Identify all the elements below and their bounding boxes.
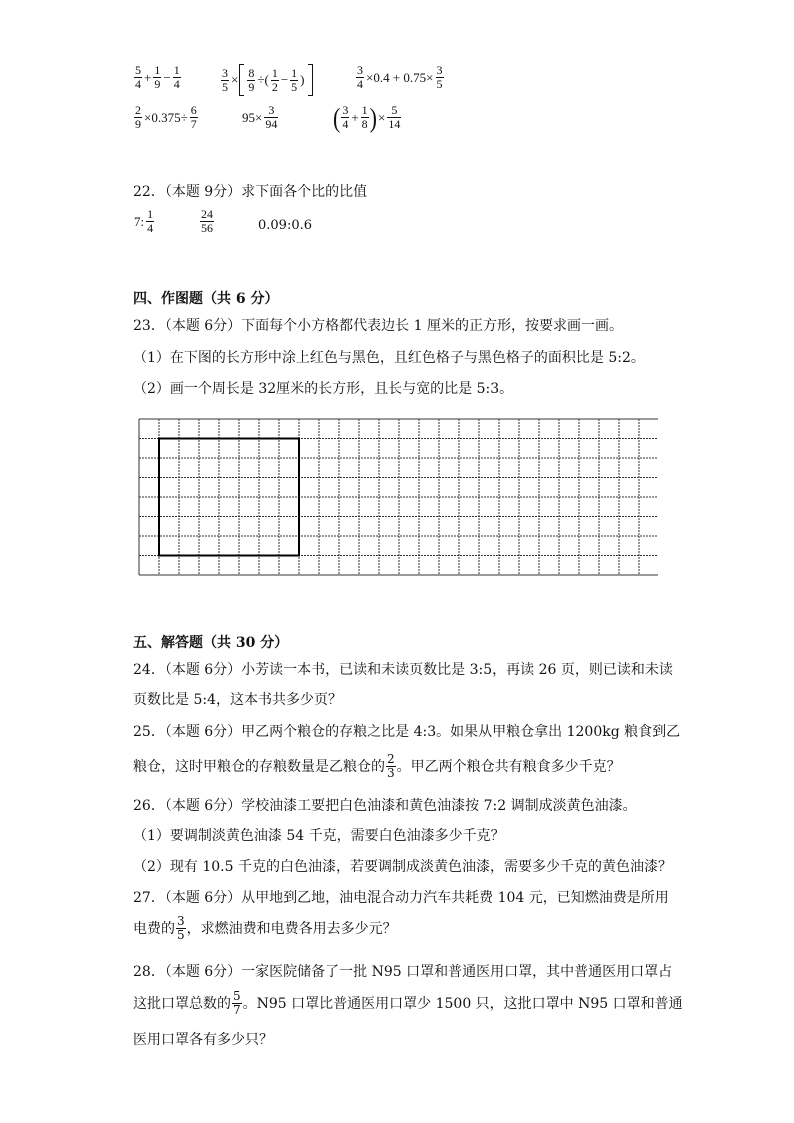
q22-ratio-2 [199,208,215,235]
q23-part-1: （1）在下图的长方形中涂上红色与黑色，且红色格子与黑色格子的面积比是 5:2。 [133,350,645,366]
q25-line-2: 粮仓，这时甲粮仓的存粮数量是乙粮仓的 $\frac{2}{3}$ 。甲乙两个粮仓共有粮食多少千克？ [133,752,621,780]
q22-title: 22．（本题 9分）求下面各个比的比值 [133,184,368,200]
calc-expression-2: $\frac{3}{5}$ × $\frac{8}{9}$ ÷( $\frac{1}{2}$ − $\frac{1}{5}$ ) [220,64,313,96]
fraction: $\frac{1}{4}$ [147,207,154,235]
q22-ratio-3: 0.09:0.6 [258,218,312,233]
q28-line-3: 医用口罩各有多少只？ [133,1032,273,1048]
fraction: $\frac{3}{94}$ [265,103,278,131]
left-paren: ( [333,101,341,133]
q23-title: 23．（本题 6分）下面每个小方格都代表边长 1 厘米的正方形，按要求画一画。 [133,318,623,334]
fraction: $\frac{1}{9}$ [154,63,161,91]
fraction: $\frac{3}{4}$ [357,63,363,91]
section-5-heading: 五、解答题（共 30 分） [133,635,289,651]
right-paren: ) [369,101,377,133]
q26-part-2: （2）现有 10.5 千克的白色油漆，若要调制成淡黄色油漆，需要多少千克的黄色油漆？ [133,859,672,875]
fraction: $\frac{3}{5}$ [222,65,228,94]
fraction: $\frac{1}{5}$ [291,65,298,94]
q23-part-2: （2）画一个周长是 32厘米的长方形，且长与宽的比是 5:3。 [133,381,514,397]
left-bracket [239,64,244,96]
calc-expression-3: $\frac{3}{4}$ ×0.4 + 0.75× $\frac{3}{5}$ [357,63,443,91]
q22-ratio-1: 7: $\frac{1}{4}$ [134,207,154,235]
fraction: $\frac{1}{4}$ [173,63,180,91]
calc-expression-1: $\frac{5}{4}$ + $\frac{1}{9}$ − $\frac{1}{4}$ [135,63,180,91]
fraction: $\frac{5}{14}$ [388,103,401,131]
q24-line-2: 页数比是 5:4，这本书共多少页？ [133,692,342,708]
q28-line-2: 这批口罩总数的 $\frac{5}{7}$ 。N95 口罩比普通医用口罩少 1500 只，这批口罩中 N95 口罩和普通 [133,989,683,1017]
fraction: $\frac{2}{9}$ [135,103,141,131]
q26-line-1: 26．（本题 6分）学校油漆工要把白色油漆和黄色油漆按 7:2 调制成淡黄色油漆。 [133,798,637,814]
fraction: $\frac{3}{5}$ [436,63,443,91]
fraction: $\frac{5}{4}$ [135,63,141,91]
section-4-heading: 四、作图题（共 6 分） [133,291,279,307]
fraction: $\frac{6}{7}$ [190,103,197,131]
q24-line-1: 24．（本题 6分）小芳读一本书，已读和未读页数比是 3:5，再读 26 页，则已读和未读 [133,662,673,678]
calc-expression-5: 95× $\frac{3}{94}$ [242,103,278,131]
q27-line-1: 27．（本题 6分）从甲地到乙地，油电混合动力汽车共耗费 104 元，已知燃油费是所用 [133,890,669,906]
calc-expression-4: $\frac{2}{9}$ ×0.375÷ $\frac{6}{7}$ [135,103,197,131]
calc-expression-6: ( $\frac{3}{4}$ + $\frac{1}{8}$ ) × $\frac{5}{14}$ [333,101,401,133]
square-grid [138,418,658,578]
fraction: $\frac{3}{4}$ [342,103,349,131]
q25-line-1: 25．（本题 6分）甲乙两个粮仓的存粮之比是 4:3。如果从甲粮仓拿出 1200kg 粮食到乙 [133,724,681,740]
q26-part-1: （1）要调制淡黄色油漆 54 千克，需要白色油漆多少千克？ [133,828,505,844]
q27-line-2: 电费的 $\frac{3}{5}$ ，求燃油费和电费各用去多少元？ [133,914,397,942]
fraction: $\frac{1}{2}$ [271,65,278,94]
fraction: $\frac{3}{5}$ [177,914,185,942]
fraction: $\frac{8}{9}$ [248,65,255,94]
fraction: $\frac{1}{8}$ [361,103,368,131]
q28-line-1: 28．（本题 6分）一家医院储备了一批 N95 口罩和普通医用口罩，其中普通医用口罩占 [133,964,673,980]
right-bracket [308,64,313,96]
fraction: $\frac{5}{7}$ [233,989,241,1017]
fraction: $\frac{2}{3}$ [387,752,395,780]
fraction: $\frac{24}{56}$ [201,207,213,235]
